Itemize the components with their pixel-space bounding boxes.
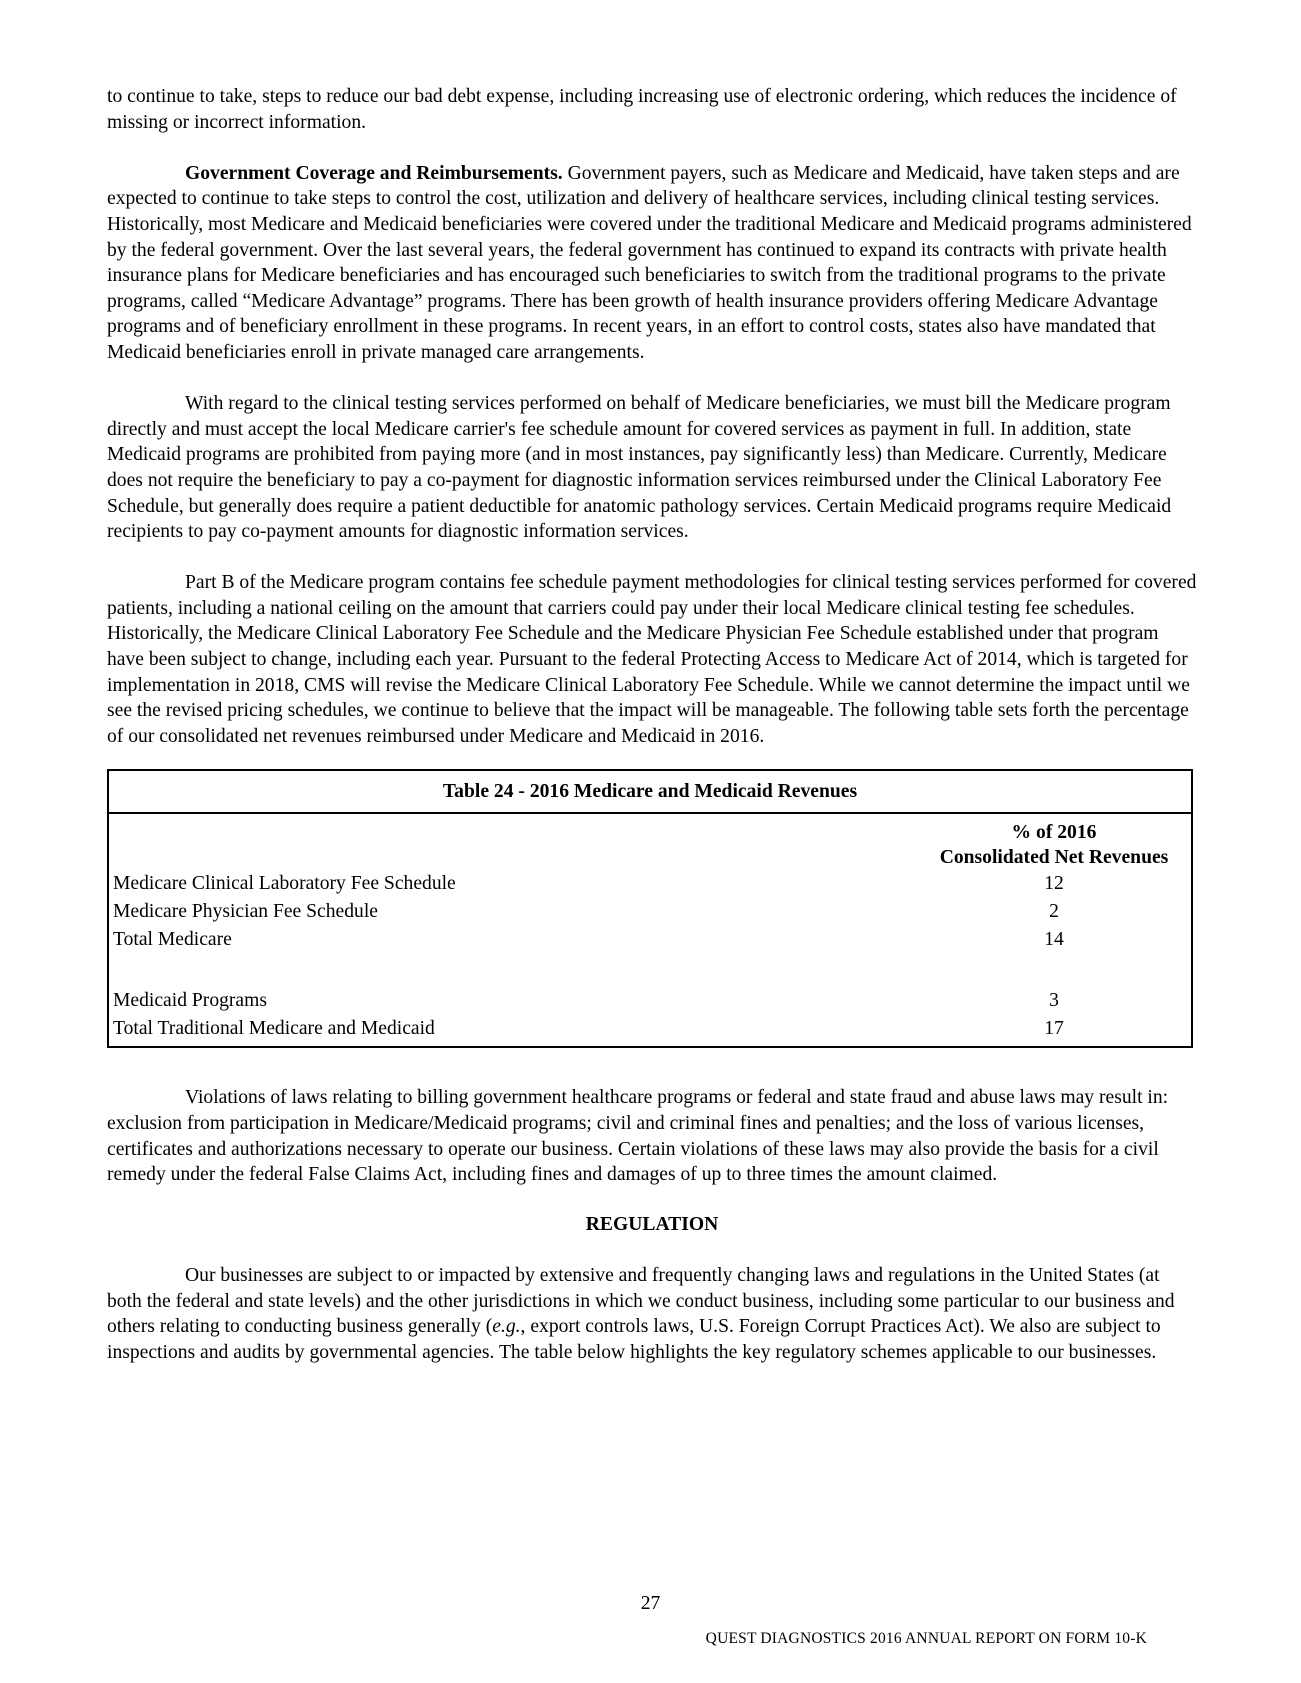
- revenue-table: [107, 769, 1193, 1048]
- table-row: [113, 926, 1181, 954]
- column-header-line-1: % of 2016: [1011, 822, 1097, 844]
- table-row: [113, 870, 1181, 898]
- paragraph-text: , export controls laws, U.S. Foreign Corrupt Practices Act). We also are subject to inspections and audits by governmental agencies. The table below highlights the key regulatory schemes applicable to our businesses.: [107, 1316, 1161, 1363]
- row-label: Medicare Clinical Laboratory Fee Schedule: [113, 873, 456, 895]
- row-value: 2: [1049, 901, 1059, 923]
- paragraph-heading: Government Coverage and Reimbursements.: [185, 162, 563, 184]
- table-row: [113, 898, 1181, 926]
- paragraph-text: Our businesses are subject to or impacted by extensive and frequently changing laws and regulations in the United States (at both the federal and state levels) and the other jurisdictions in which we conduct business, including some particular to our business and others relating to conducting business generally (: [107, 1265, 1175, 1338]
- column-header-line-2: Consolidated Net Revenues: [939, 847, 1169, 869]
- paragraph-text: Government payers, such as Medicare and Medicaid, have taken steps and are expected to continue to take steps to control the cost, utilization and delivery of healthcare services, including clinical testing services. Historically, most Medicare and Medicaid beneficiaries were covered under the traditional Medicare and Medicaid programs administered by the federal government. Over the last several years, the federal government has continued to expand its contracts with private health insurance plans for Medicare beneficiaries and has encouraged such beneficiaries to switch from the traditional programs to the private programs, called “Medicare Advantage” programs. There has been growth of health insurance providers offering Medicare Advantage programs and of beneficiary enrollment in these programs. In recent years, in an effort to control costs, states also have mandated that Medicaid beneficiaries enroll in private managed care arrangements.: [107, 162, 1192, 363]
- paragraph-emphasis: e.g.: [492, 1316, 521, 1338]
- table-row: [113, 1015, 1181, 1043]
- row-value: 3: [1049, 990, 1059, 1012]
- row-value: 14: [1044, 929, 1064, 951]
- section-heading-regulation: REGULATION: [585, 1213, 719, 1235]
- row-label: Medicare Physician Fee Schedule: [113, 901, 378, 923]
- paragraph-violations: Violations of laws relating to billing government healthcare programs or federal and state fraud and abuse laws may result in: exclusion from participation in Medicare/Medicaid programs; civil and criminal fines and penalties; and the loss of various licenses, certificates and authorizations necessary to operate our business. Certain violations of these laws may also provide the basis for a civil remedy under the federal False Claims Act, including fines and damages of up to three times the amount claimed.: [107, 1087, 1169, 1186]
- paragraph-bad-debt: to continue to take, steps to reduce our bad debt expense, including increasing use of electronic ordering, which reduces the incidence of missing or incorrect information.: [107, 86, 1177, 133]
- row-label: Medicaid Programs: [113, 990, 267, 1012]
- paragraph-government-coverage: [107, 161, 1197, 366]
- paragraph-medicare-billing: With regard to the clinical testing services performed on behalf of Medicare beneficiaries, we must bill the Medicare program directly and must accept the local Medicare carrier's fee schedule amount for covered services as payment in full. In addition, state Medicaid programs are prohibited from paying more (and in most instances, pay significantly less) than Medicare. Currently, Medicare does not require the beneficiary to pay a co-payment for diagnostic information services reimbursed under the Clinical Laboratory Fee Schedule, but generally does require a patient deductible for anatomic pathology services. Certain Medicaid programs require Medicaid recipients to pay co-payment amounts for diagnostic information services.: [107, 393, 1172, 543]
- page-number: 27: [640, 1593, 661, 1614]
- table-column-header: [927, 820, 1181, 870]
- table-title: Table 24 - 2016 Medicare and Medicaid Revenues: [109, 771, 1191, 814]
- page-footer: QUEST DIAGNOSTICS 2016 ANNUAL REPORT ON FORM 10-K: [705, 1630, 1147, 1647]
- row-label: Total Medicare: [113, 929, 232, 951]
- row-label: Total Traditional Medicare and Medicaid: [113, 1018, 435, 1040]
- row-value: 12: [1044, 873, 1064, 895]
- row-value: 17: [1044, 1018, 1064, 1040]
- paragraph-part-b: Part B of the Medicare program contains fee schedule payment methodologies for clinical testing services performed for covered patients, including a national ceiling on the amount that carriers could pay under their local Medicare clinical testing fee schedules. Historically, the Medicare Clinical Laboratory Fee Schedule and the Medicare Physician Fee Schedule established under that program have been subject to change, including each year. Pursuant to the federal Protecting Access to Medicare Act of 2014, which is targeted for implementation in 2018, CMS will revise the Medicare Clinical Laboratory Fee Schedule. While we cannot determine the impact until we see the revised pricing schedules, we continue to believe that the impact will be manageable. The following table sets forth the percentage of our consolidated net revenues reimbursed under Medicare and Medicaid in 2016.: [107, 572, 1197, 747]
- table-row: [113, 987, 1181, 1015]
- document-body: [107, 84, 1197, 1391]
- paragraph-regulation: [107, 1263, 1197, 1365]
